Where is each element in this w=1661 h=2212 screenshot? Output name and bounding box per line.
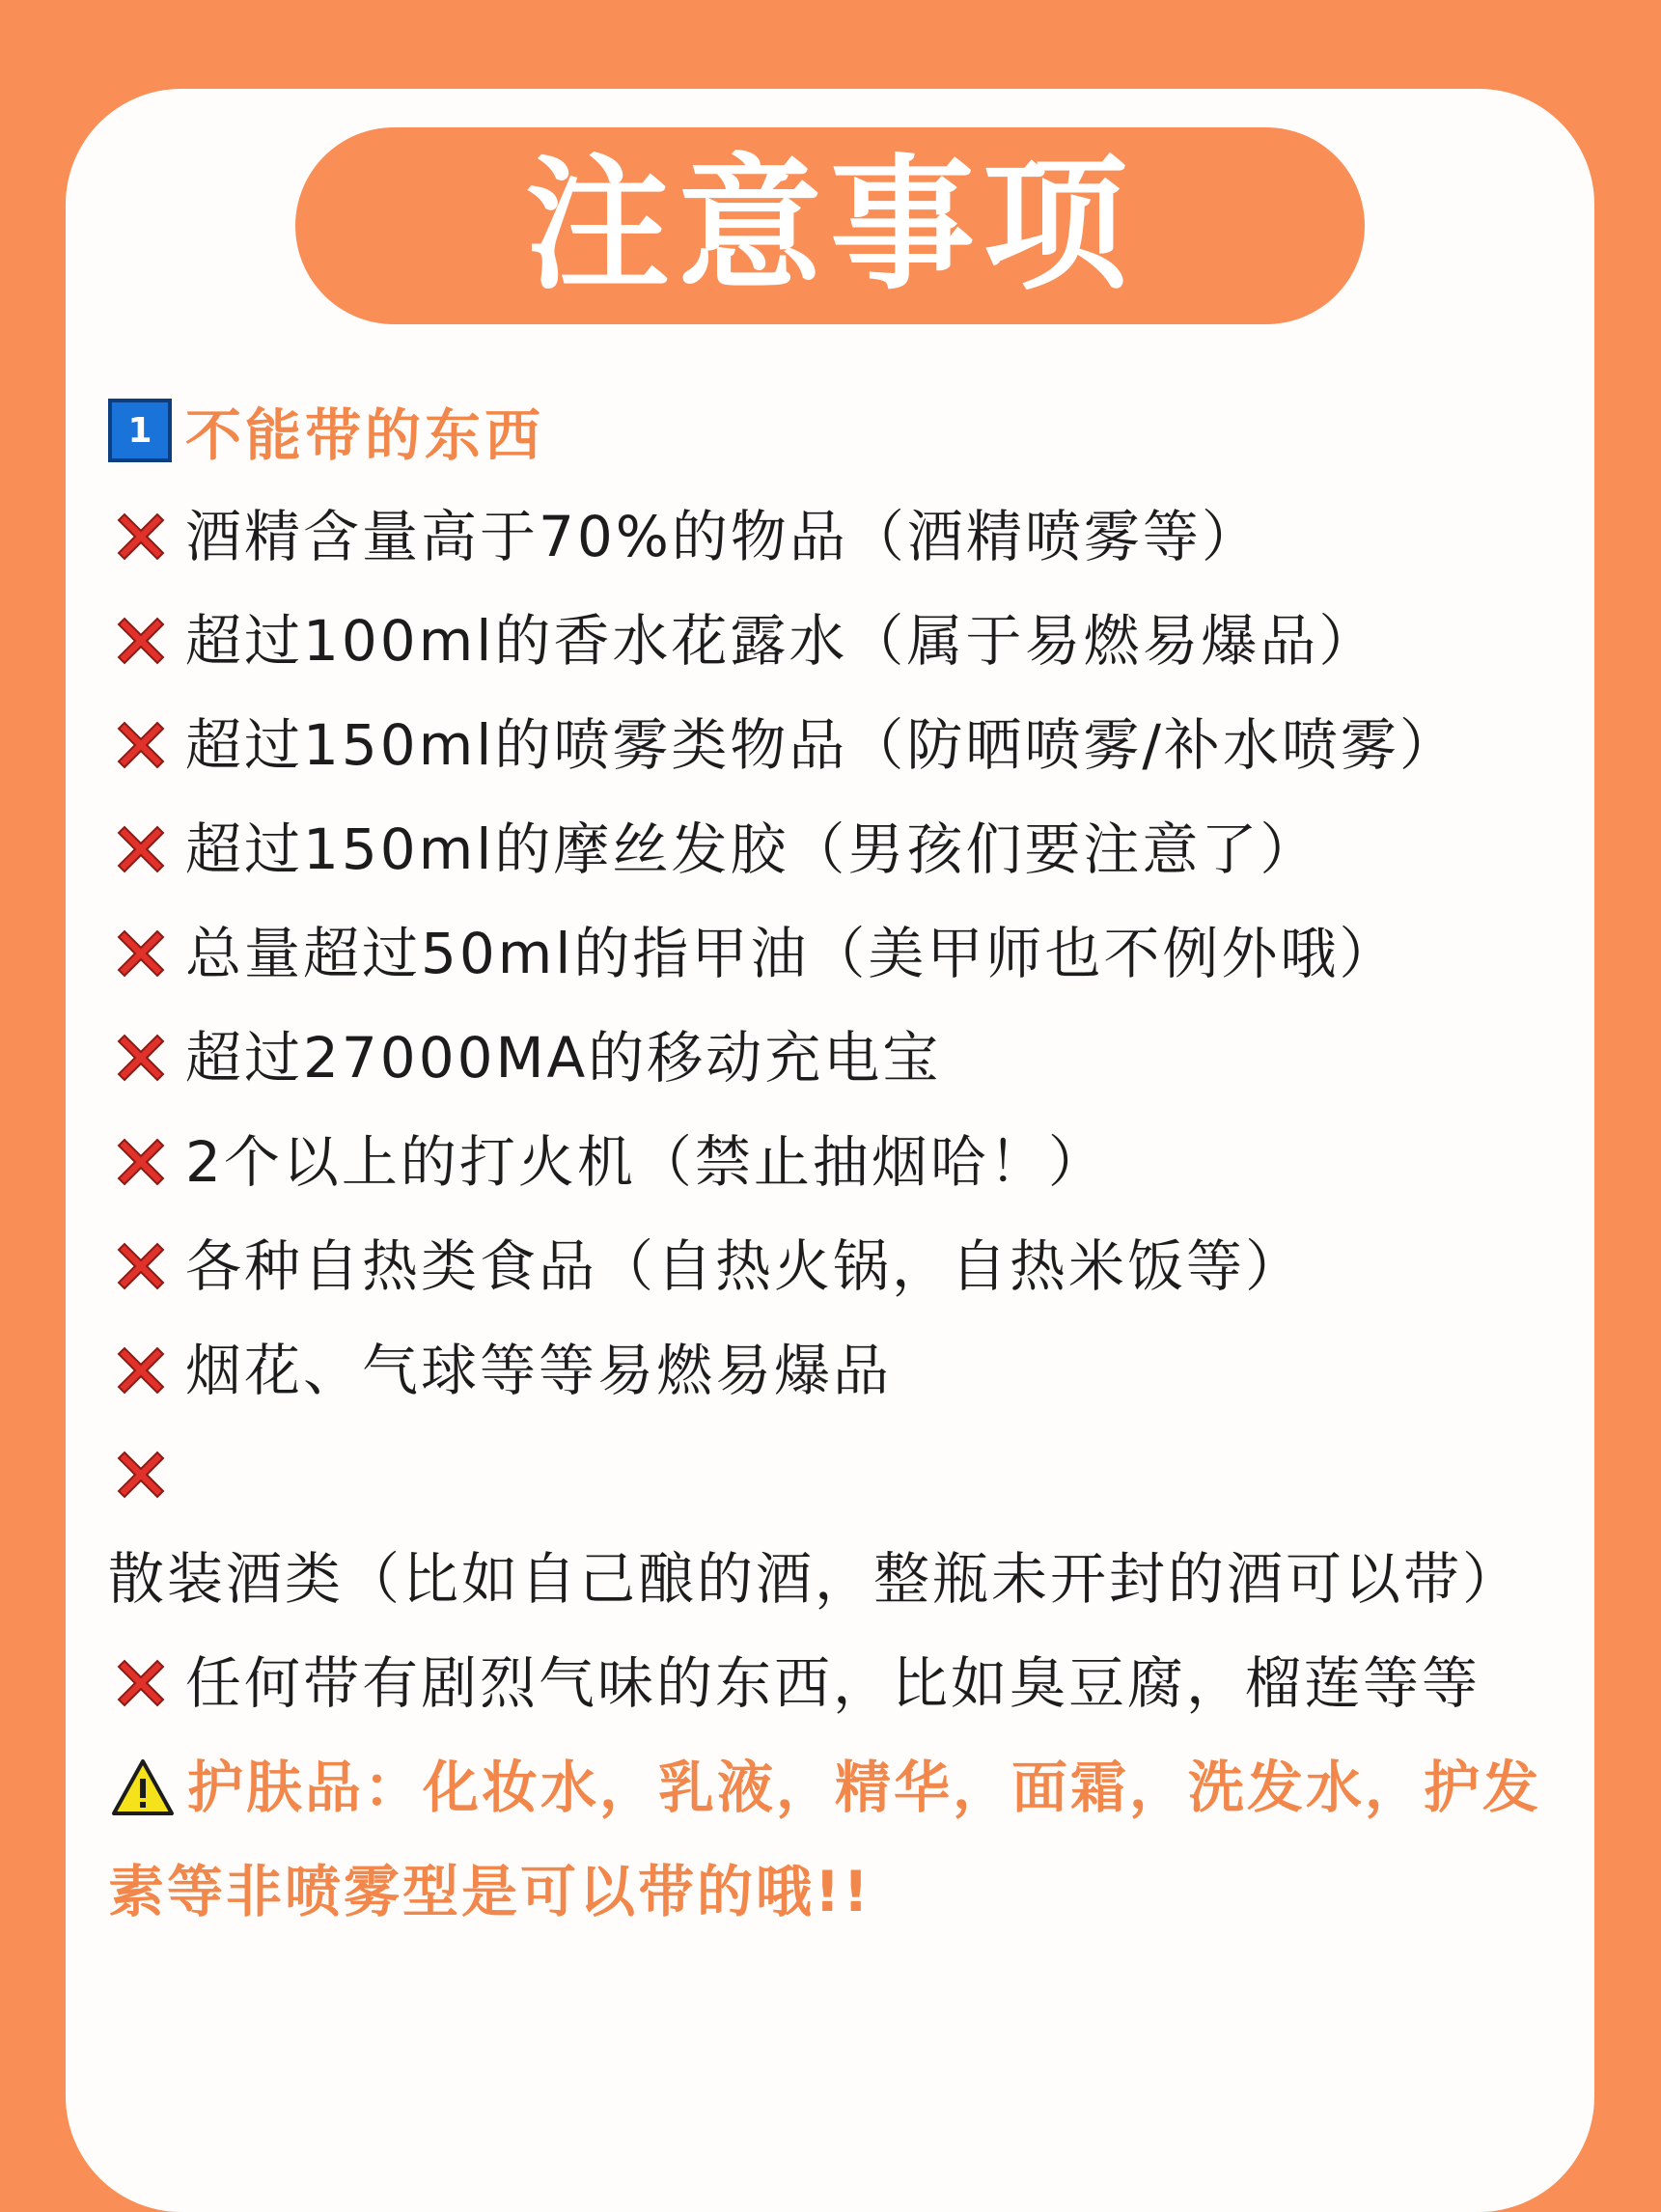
number-badge: 1 [108, 399, 172, 462]
red-cross-mark-icon [108, 1423, 174, 1527]
list-item: 任何带有剧烈气味的东西，比如臭豆腐，榴莲等等 [108, 1631, 1575, 1735]
red-cross-mark-icon [108, 901, 174, 1006]
red-cross-mark-icon [108, 797, 174, 901]
warning-sign-icon [108, 1735, 178, 1839]
list-item: 超过27000MA的移动充电宝 [108, 1006, 1575, 1110]
page-title: 注意事项 [524, 142, 1135, 310]
list-item: 各种自热类食品（自热火锅，自热米饭等） [108, 1214, 1575, 1318]
list-item: 超过100ml的香水花露水（属于易燃易爆品） [108, 589, 1575, 693]
section-title: 不能带的东西 [185, 402, 545, 468]
list-item: 总量超过50ml的指甲油（美甲师也不例外哦） [108, 901, 1575, 1006]
red-cross-mark-icon [108, 1006, 174, 1110]
red-cross-mark-icon [108, 1318, 174, 1423]
red-cross-mark-icon [108, 1110, 174, 1214]
red-cross-mark-icon [108, 484, 174, 589]
list-item: 超过150ml的喷雾类物品（防晒喷雾/补水喷雾） [108, 693, 1575, 797]
content-card [66, 89, 1594, 2212]
list-item: 超过150ml的摩丝发胶（男孩们要注意了） [108, 797, 1575, 901]
title-banner [295, 127, 1365, 324]
list-item: 2个以上的打火机（禁止抽烟哈！） [108, 1110, 1575, 1214]
notice-list [108, 378, 1575, 1944]
list-item: 酒精含量高于70%的物品（酒精喷雾等） [108, 484, 1575, 589]
red-cross-mark-icon [108, 589, 174, 693]
list-item: 烟花、气球等等易燃易爆品 [108, 1318, 1575, 1423]
skincare-note: 护肤品：化妆水，乳液，精华，面霜，洗发水，护发素等非喷雾型是可以带的哦!! [108, 1735, 1575, 1944]
red-cross-mark-icon [108, 1631, 174, 1735]
red-cross-mark-icon [108, 693, 174, 797]
section-header [108, 378, 1575, 483]
list-item: 散装酒类（比如自己酿的酒，整瓶未开封的酒可以带） [108, 1423, 1575, 1631]
red-cross-mark-icon [108, 1214, 174, 1318]
